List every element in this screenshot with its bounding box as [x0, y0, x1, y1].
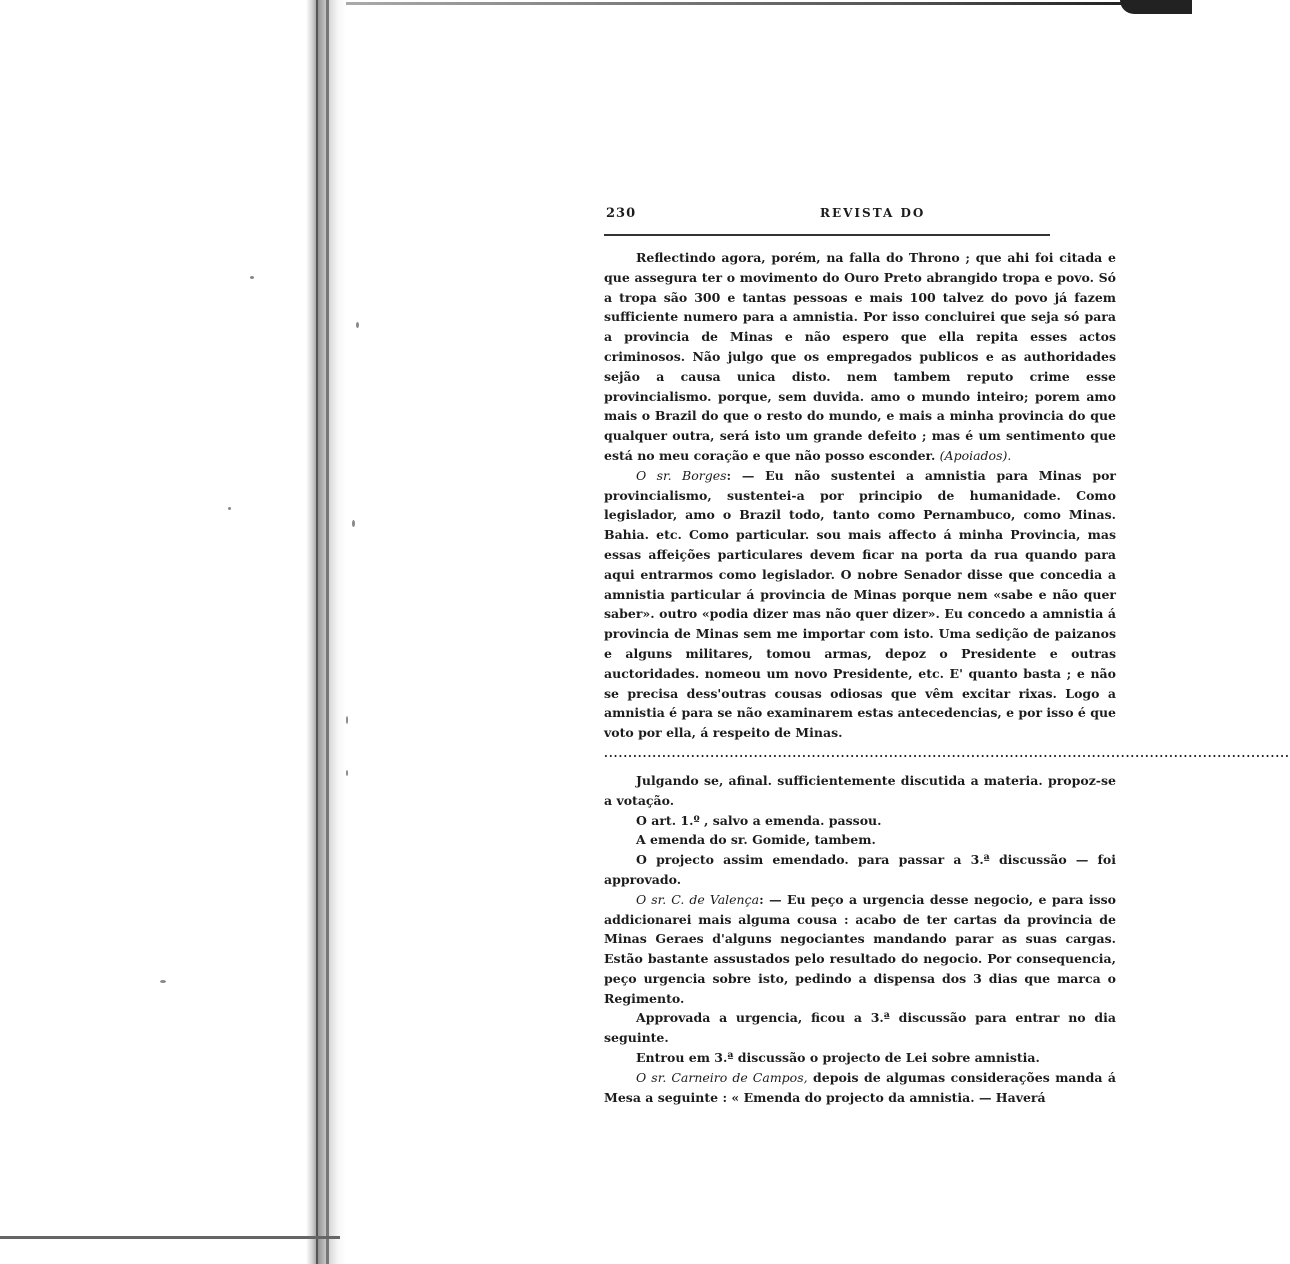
- speaker-name: O sr. Borges: [636, 467, 727, 483]
- paragraph: [604, 466, 1116, 743]
- paragraph: Entrou em 3.ª discussão o projecto de Lei sobre amnistia.: [636, 1050, 1040, 1066]
- paragraph: [604, 248, 1116, 466]
- paragraph-text: : — Eu não sustentei a amnistia para Minas por provincialismo, sustentei-a por principio de humanidade. Como legislador, amo o Brazil todo, tanto como Pernambuco, como Minas. Bahia. etc. Como particular. sou mais affecto á minha Provincia, mas essas affeições particulares devem ficar na porta da rua quando para aqui entrarmos como legislador. O nobre Senador disse que concedia a amnistia particular á provincia de Minas porque nem «sabe e não quer saber». outro «podia dizer mas não quer dizer». Eu concedo a amnistia á provincia de Minas sem me importar com isto. Uma sedição de paizanos e alguns militares, tomou armas, depoz o Presidente e outras auctoridades. nomeou um novo Presidente, etc. E' quanto basta ; e não se precisa dess'outras cousas odiosas que vêm excitar rixas. Logo a amnistia é para se não examinarem estas antecedencias, e por isso é que voto por ella, á respeito de Minas.: [604, 467, 1117, 741]
- paragraph: O projecto assim emendado. para passar a 3.ª discussão — foi approvado.: [604, 852, 1116, 887]
- paragraph-text: depois de algumas considerações manda á Mesa a seguinte : « Emenda do projecto da amnistia. — Haverá: [604, 1069, 1116, 1105]
- scan-speck: [160, 980, 166, 983]
- running-head: [604, 206, 1116, 224]
- dotted-separator: ..............................................................................................................................................: [604, 746, 1290, 760]
- paragraph: [604, 1068, 1116, 1108]
- scan-corner-blot: [1120, 0, 1192, 14]
- running-title: REVISTA DO: [820, 206, 926, 220]
- scan-speck: [250, 276, 254, 279]
- header-rule: [604, 234, 1050, 236]
- scan-speck: [356, 322, 359, 328]
- scan-speck: [346, 770, 348, 776]
- paragraph: Julgando se, afinal. sufficientemente discutida a materia. propoz-se a votação.: [604, 772, 1116, 808]
- scan-speck: [352, 520, 355, 527]
- paragraph: A emenda do sr. Gomide, tambem.: [636, 832, 876, 848]
- scan-speck: [346, 716, 348, 724]
- page-gutter-line-secondary: [326, 0, 329, 1264]
- page-gutter-line: [316, 0, 318, 1264]
- scan-bottom-edge: [0, 1236, 340, 1239]
- speaker-name: O sr. C. de Valença: [636, 891, 760, 907]
- scan-speck: [228, 507, 231, 510]
- paragraph: Approvada a urgencia, ficou a 3.ª discussão para entrar no dia seguinte.: [604, 1010, 1116, 1046]
- page-body: [604, 248, 1290, 1107]
- paragraph: O art. 1.º , salvo a emenda. passou.: [636, 812, 882, 828]
- aside-apoiados: (Apoiados).: [939, 447, 1012, 463]
- book-page: [604, 206, 1290, 1107]
- paragraph-text: Reflectindo agora, porém, na falla do Throno ; que ahi foi citada e que assegura ter o movimento do Ouro Preto abrangido tropa e povo. Só a tropa são 300 e tantas pessoas e mais 100 talvez do povo já fazem sufficiente numero para a amnistia. Por isso concluirei que seja só para a provincia de Minas e não espero que ella repita esses actos criminosos. Não julgo que os empregados publicos e as authoridades sejão a causa unica disto. nem tambem reputo crime esse provincialismo. porque, sem duvida. amo o mundo inteiro; porem amo mais o Brazil do que o resto do mundo, e mais a minha provincia do que qualquer outra, será isto um grande defeito ; mas é um sentimento que está no meu coração e que não posso esconder.: [604, 250, 1116, 463]
- page-number: 230: [606, 206, 637, 221]
- scan-top-edge: [346, 2, 1126, 5]
- paragraph-text: : — Eu peço a urgencia desse negocio, e para isso addicionarei mais alguma cousa : acabo de ter cartas da provincia de Minas Geraes d'alguns negociantes mandando parar as suas cargas. Estão bastante assustados pelo resultado do negocio. Por consequencia, peço urgencia sobre isto, pedindo a dispensa dos 3 dias que marca o Regimento.: [604, 891, 1116, 1006]
- paragraph: [604, 890, 1116, 1009]
- speaker-name: O sr. Carneiro de Campos,: [636, 1069, 808, 1085]
